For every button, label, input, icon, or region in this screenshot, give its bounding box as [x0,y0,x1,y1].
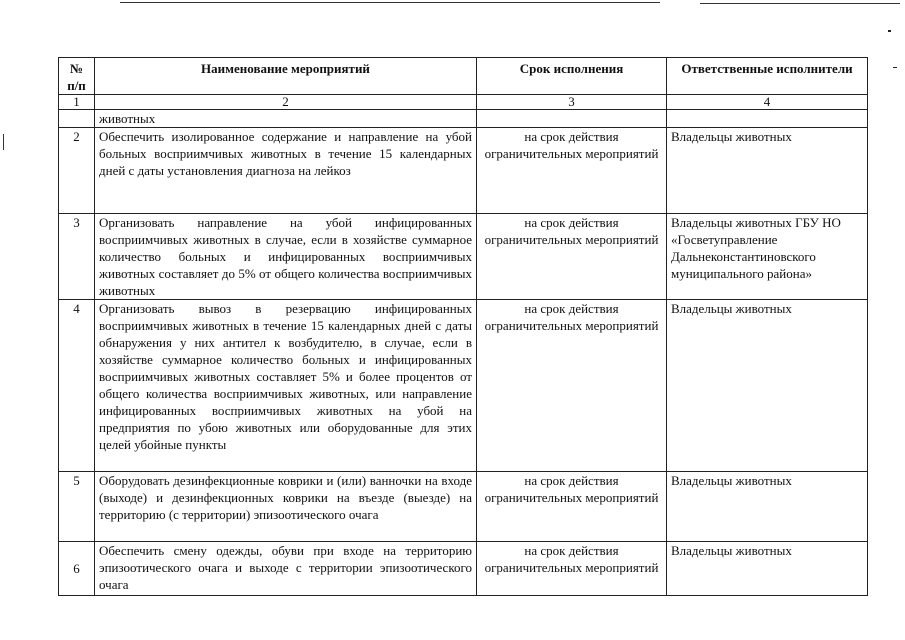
header-term: Срок исполнения [477,58,667,95]
header-num: № п/п [59,58,95,95]
measure-name: Организовать направление на убой инфицированных восприимчивых животных в случае, если в хозяйстве суммарное количество больных и инфицированных восприимчивых животных составляет до 5% от общего количества восприимчивых животных [95,214,477,300]
column-number: 1 [59,95,95,110]
measure-responsible: Владельцы животных [667,128,868,214]
column-number: 3 [477,95,667,110]
measure-name: Обеспечить изолированное содержание и направление на убой больных восприимчивых животных в течение 15 календарных дней с даты установления диагноза на лейкоз [95,128,477,214]
measure-responsible: Владельцы животных [667,300,868,472]
measure-term: на срок действия ограничительных мероприятий [477,542,667,596]
scan-top-line-left [120,2,660,3]
column-number: 2 [95,95,477,110]
scan-right-mark-2 [893,67,897,68]
measure-term: на срок действия ограничительных мероприятий [477,300,667,472]
continuation-text: животных [95,110,477,128]
scan-left-mark [3,134,4,150]
table-row [59,128,868,214]
measure-term: на срок действия ограничительных мероприятий [477,472,667,542]
row-number: 4 [59,300,95,472]
measure-name: Организовать вывоз в резервацию инфицированных восприимчивых животных в течение 15 календарных дней с даты обнаружения у них антител к возбудителю, в случае, если в хозяйстве суммарное количество больных и инфицированных восприимчивых животных составляет 5% и более процентов от общего количества восприимчивых животных, или направление инфицированных восприимчивых животных на убой на предприятия по убою животных или оборудованные для этих целей убойные пункты [95,300,477,472]
continuation-row [59,110,868,128]
table-row [59,214,868,300]
header-responsible: Ответственные исполнители [667,58,868,95]
measure-responsible: Владельцы животных [667,472,868,542]
scan-right-mark-1 [888,30,891,32]
column-number: 4 [667,95,868,110]
measure-name: Оборудовать дезинфекционные коврики и (или) ванночки на входе (выходе) и дезинфекционных коврики на въезде (выезде) на территорию (с территории) эпизоотического очага [95,472,477,542]
row-number: 5 [59,472,95,542]
header-name: Наименование мероприятий [95,58,477,95]
header-row [59,58,868,95]
measure-term: на срок действия ограничительных мероприятий [477,214,667,300]
table-row [59,542,868,596]
row-number: 3 [59,214,95,300]
measures-table [58,57,868,596]
row-number: 6 [59,542,95,596]
measure-responsible: Владельцы животных ГБУ НО «Госветуправление Дальнеконстантиновского муниципального района» [667,214,868,300]
measure-responsible: Владельцы животных [667,542,868,596]
table-row [59,300,868,472]
table-row [59,472,868,542]
column-number-row [59,95,868,110]
row-number: 2 [59,128,95,214]
scan-top-line-right [700,3,900,4]
measure-name: Обеспечить смену одежды, обуви при входе на территорию эпизоотического очага и выходе с территории эпизоотического очага [95,542,477,596]
measure-term: на срок действия ограничительных мероприятий [477,128,667,214]
